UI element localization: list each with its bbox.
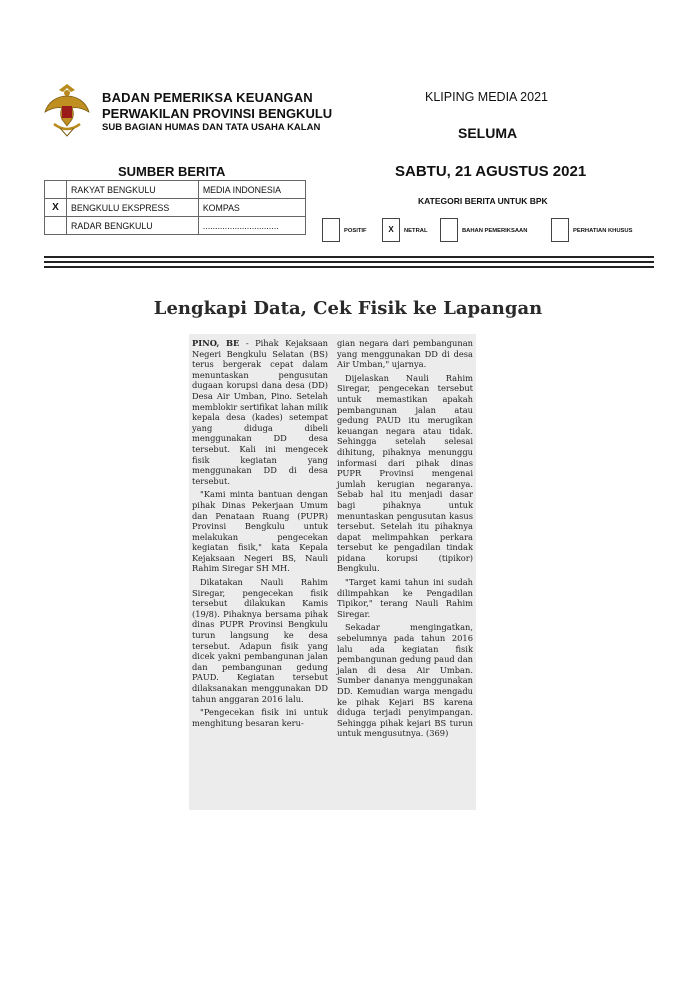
category-checkbox-bahan-pemeriksaan — [440, 218, 458, 242]
article-paragraph: Sekadar mengingatkan, sebelumnya pada tahun 2016 lalu ada kegiatan fisik pembangunan gedung paud dan jalan di desa Air Umban. Sumber dananya menggunakan DD. Kemudian warga mengadu ke pihak Kejari BS karena diduga terjadi penyimpangan. Sehingga pihak kejari BS turun untuk mengusutnya. (369) — [337, 622, 473, 739]
source-row — [45, 217, 306, 235]
article-column-2 — [337, 338, 473, 742]
source-mark — [45, 217, 67, 235]
source-mark — [45, 181, 67, 199]
article-paragraph: gian negara dari pembangunan yang menggunakan DD di desa Air Umban," ujarnya. — [337, 338, 473, 370]
source-name: BENGKULU EKSPRESS — [67, 199, 199, 217]
institution-name: BADAN PEMERIKSA KEUANGAN — [102, 90, 313, 105]
kliping-title: KLIPING MEDIA 2021 — [425, 90, 548, 104]
category-label-positif: POSITIF — [344, 228, 367, 234]
category-checkbox-positif — [322, 218, 340, 242]
article-paragraph: "Kami minta bantuan dengan pihak Dinas Pekerjaan Umum dan Penataan Ruang (PUPR) Provinsi Bengkulu untuk melakukan pengecekan kegiatan fisik," kata Kepala Kejaksaan Negeri BS, Nauli Rahim Siregar SH MH. — [192, 489, 328, 574]
source-name: MEDIA INDONESIA — [198, 181, 305, 199]
header-divider — [44, 266, 654, 268]
bpk-logo — [42, 80, 92, 138]
article-paragraph: Dikatakan Nauli Rahim Siregar, pengecekan fisik tersebut dilakukan Kamis (19/8). Pihaknya bersama pihak dinas PUPR Provinsi Bengkulu turun langsung ke desa tersebut. Adapun fisik yang dicek yakni pembangunan jalan dan pembangunan gedung PAUD. Kegiatan tersebut dilaksanakan menggunakan DD tahun anggaran 2016 lalu. — [192, 577, 328, 704]
category-checkbox-netral: X — [382, 218, 400, 242]
sources-table — [44, 180, 306, 235]
source-name: KOMPAS — [198, 199, 305, 217]
institution-branch: PERWAKILAN PROVINSI BENGKULU — [102, 106, 333, 121]
region-name: SELUMA — [458, 125, 518, 141]
source-name: RAKYAT BENGKULU — [67, 181, 199, 199]
category-label-netral: NETRAL — [404, 228, 428, 234]
source-mark: X — [45, 199, 67, 217]
article-dateline: PINO, BE — [192, 338, 240, 348]
publication-date: SABTU, 21 AGUSTUS 2021 — [395, 163, 587, 180]
source-name: RADAR BENGKULU — [67, 217, 199, 235]
article-column-1 — [192, 338, 328, 731]
source-row — [45, 199, 306, 217]
category-checkbox-perhatian-khusus — [551, 218, 569, 242]
article-paragraph: PINO, BE - Pihak Kejaksaan Negeri Bengkulu Selatan (BS) terus bergerak cepat dalam menuntaskan pengusutan dugaan korupsi dana desa (DD) Desa Air Umban, Pino. Setelah memblokir sertifikat lahan milik kepala desa (kades) setempat yang diduga dibeli menggunakan DD desa tersebut. Kali ini mengecek fisik kegiatan yang menggunakan DD di desa tersebut. — [192, 338, 328, 486]
source-row — [45, 181, 306, 199]
institution-division: SUB BAGIAN HUMAS DAN TATA USAHA KALAN — [102, 122, 321, 133]
header-divider — [44, 261, 654, 263]
category-title: KATEGORI BERITA UNTUK BPK — [418, 196, 548, 206]
article-paragraph: "Pengecekan fisik ini untuk menghitung besaran keru- — [192, 707, 328, 728]
source-name: ............................... — [198, 217, 305, 235]
category-label-bahan-pemeriksaan: BAHAN PEMERIKSAAN — [462, 228, 528, 234]
header-divider — [44, 256, 654, 258]
category-label-perhatian-khusus: PERHATIAN KHUSUS — [573, 228, 633, 234]
article-paragraph: "Target kami tahun ini sudah dilimpahkan ke Pengadilan Tipikor," terang Nauli Rahim Siregar. — [337, 577, 473, 619]
article-paragraph: Dijelaskan Nauli Rahim Siregar, pengecekan tersebut untuk memastikan apakah pembangunan jalan atau gedung PAUD itu merugikan keuangan negara atau tidak. Sehingga setelah selesai dihitung, pihaknya menunggu informasi dari pihak dinas PUPR Provinsi mengenai jumlah kerugian negaranya. Sebab hal itu menjadi dasar bagi pihaknya untuk menuntaskan pengusutan kasus tersebut. Setelah itu pihaknya dapat melimpahkan perkara tersebut ke pengadilan tindak pidana korupsi (tipikor) Bengkulu. — [337, 372, 473, 574]
article-headline: Lengkapi Data, Cek Fisik ke Lapangan — [153, 298, 543, 319]
sources-title: SUMBER BERITA — [118, 164, 226, 179]
